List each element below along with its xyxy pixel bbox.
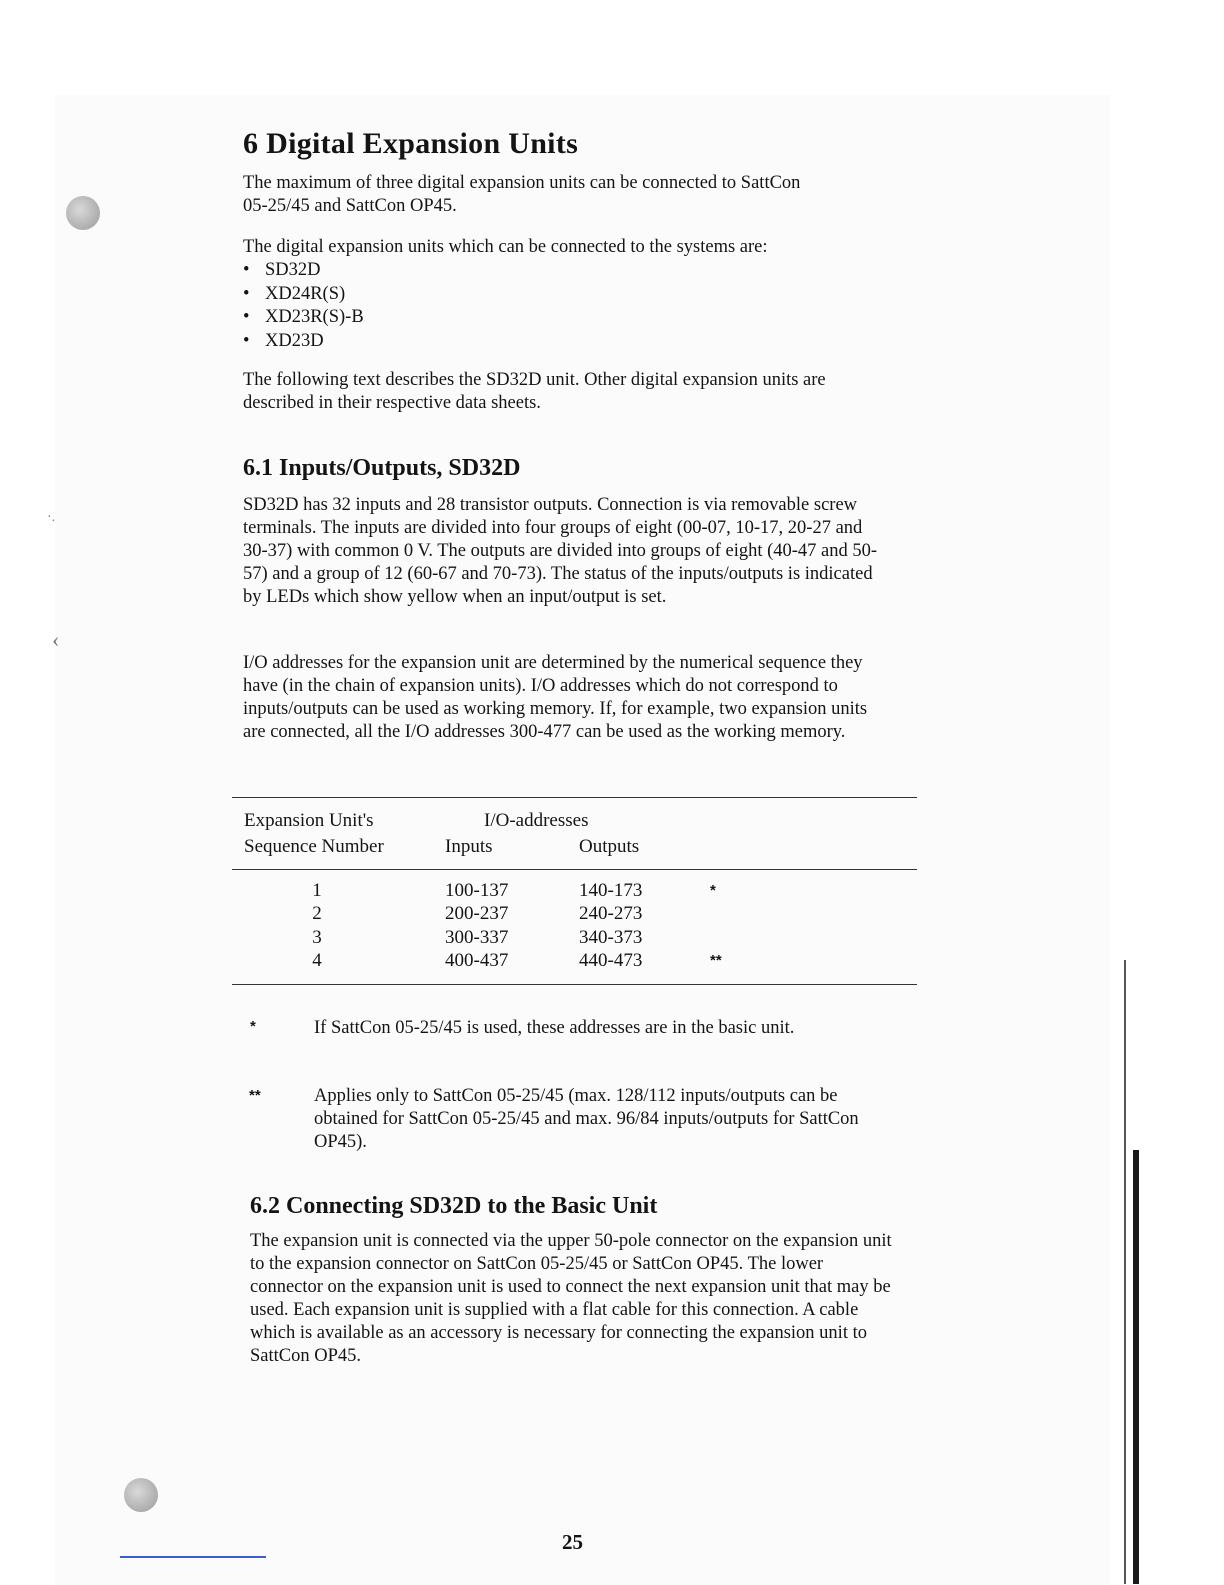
table-header-inputs: Inputs	[445, 836, 493, 857]
table-row	[232, 949, 917, 972]
scan-speck: ‹	[52, 627, 60, 652]
table-header-io-addresses: I/O-addresses	[484, 810, 589, 831]
cell-outputs: 140-173	[579, 880, 643, 901]
footnote-2-mark: **	[249, 1087, 261, 1104]
section-1-paragraph-1: SD32D has 32 inputs and 28 transistor outputs. Connection is via removable screw terminals. The inputs are divided into four groups of eight (00-07, 10-17, 20-27 and 30-37) with common 0 V. The outputs are divided into groups of eight (40-47 and 50-57) and a group of 12 (60-67 and 70-73). The status of the inputs/outputs is indicated by LEDs which show yellow when an input/output is set.	[243, 495, 878, 607]
cell-inputs: 100-137	[445, 880, 509, 901]
cell-sequence: 1	[312, 880, 322, 901]
section-1-title: 6.1 Inputs/Outputs, SD32D	[243, 455, 521, 481]
section-2-paragraph: The expansion unit is connected via the upper 50-pole connector on the expansion unit to the expansion connector on SattCon 05-25/45 or SattCon OP45. The lower connector on the expansion unit is used to connect the next expansion unit that may be used. Each expansion unit is supplied with a flat cable for this connection. A cable which is available as an accessory is necessary for connecting the expansion unit to SattCon OP45.	[250, 1231, 892, 1366]
footnote-2-text: Applies only to SattCon 05-25/45 (max. 128/112 inputs/outputs can be obtained for SattCon 05-25/45 and max. 96/84 inputs/outputs for SattCon OP45).	[314, 1086, 859, 1152]
scan-edge-bar	[1133, 1150, 1139, 1584]
cell-sequence: 3	[312, 926, 322, 948]
scan-edge-mark	[120, 1556, 266, 1558]
section-2-title: 6.2 Connecting SD32D to the Basic Unit	[250, 1193, 658, 1219]
address-table-body	[232, 879, 917, 972]
list-item: • XD23R(S)-B	[243, 306, 364, 330]
cell-note: **	[710, 951, 722, 969]
binder-hole-bottom	[124, 1478, 158, 1512]
header-line: Expansion Unit's	[244, 810, 374, 831]
page-title: 6 Digital Expansion Units	[243, 127, 579, 160]
scan-edge-line	[1124, 960, 1126, 1584]
scan-speck: ·.	[47, 510, 56, 525]
list-intro: The digital expansion units which can be connected to the systems are:	[243, 237, 768, 257]
list-item: • XD23D	[243, 330, 364, 354]
table-header-sequence	[244, 808, 384, 860]
page-number: 25	[562, 1530, 583, 1554]
table-top-rule	[232, 797, 917, 798]
cell-outputs: 340-373	[579, 926, 643, 948]
table-row	[232, 879, 917, 902]
footnote-1-text: If SattCon 05-25/45 is used, these addresses are in the basic unit.	[314, 1018, 795, 1038]
section-1-paragraph-2: I/O addresses for the expansion unit are determined by the numerical sequence they have (in the chain of expansion units). I/O addresses which do not correspond to inputs/outputs can be used as working memory. If, for example, two expansion units are connected, all the I/O addresses 300-477 can be used as the working memory.	[243, 653, 868, 742]
cell-inputs: 400-437	[445, 949, 509, 971]
expansion-unit-list	[243, 259, 364, 353]
cell-outputs: 240-273	[579, 903, 643, 925]
intro-paragraph: The maximum of three digital expansion units can be connected to SattCon 05-25/45 and SattCon OP45.	[243, 173, 801, 216]
list-item: • XD24R(S)	[243, 283, 364, 307]
list-item: • SD32D	[243, 259, 364, 283]
binder-hole-top	[66, 196, 100, 230]
cell-inputs: 300-337	[445, 926, 509, 948]
cell-sequence: 2	[312, 903, 322, 925]
cell-outputs: 440-473	[579, 949, 643, 971]
header-line: Sequence Number	[244, 836, 384, 857]
table-row	[232, 902, 917, 925]
describes-paragraph: The following text describes the SD32D unit. Other digital expansion units are described in their respective data sheets.	[243, 370, 826, 413]
table-header-outputs: Outputs	[579, 836, 640, 857]
cell-inputs: 200-237	[445, 903, 509, 925]
cell-note: *	[710, 882, 716, 899]
table-row	[232, 926, 917, 949]
cell-sequence: 4	[312, 949, 322, 971]
table-header-rule	[232, 869, 917, 870]
table-bottom-rule	[232, 984, 917, 985]
footnote-1-mark: *	[250, 1018, 256, 1035]
